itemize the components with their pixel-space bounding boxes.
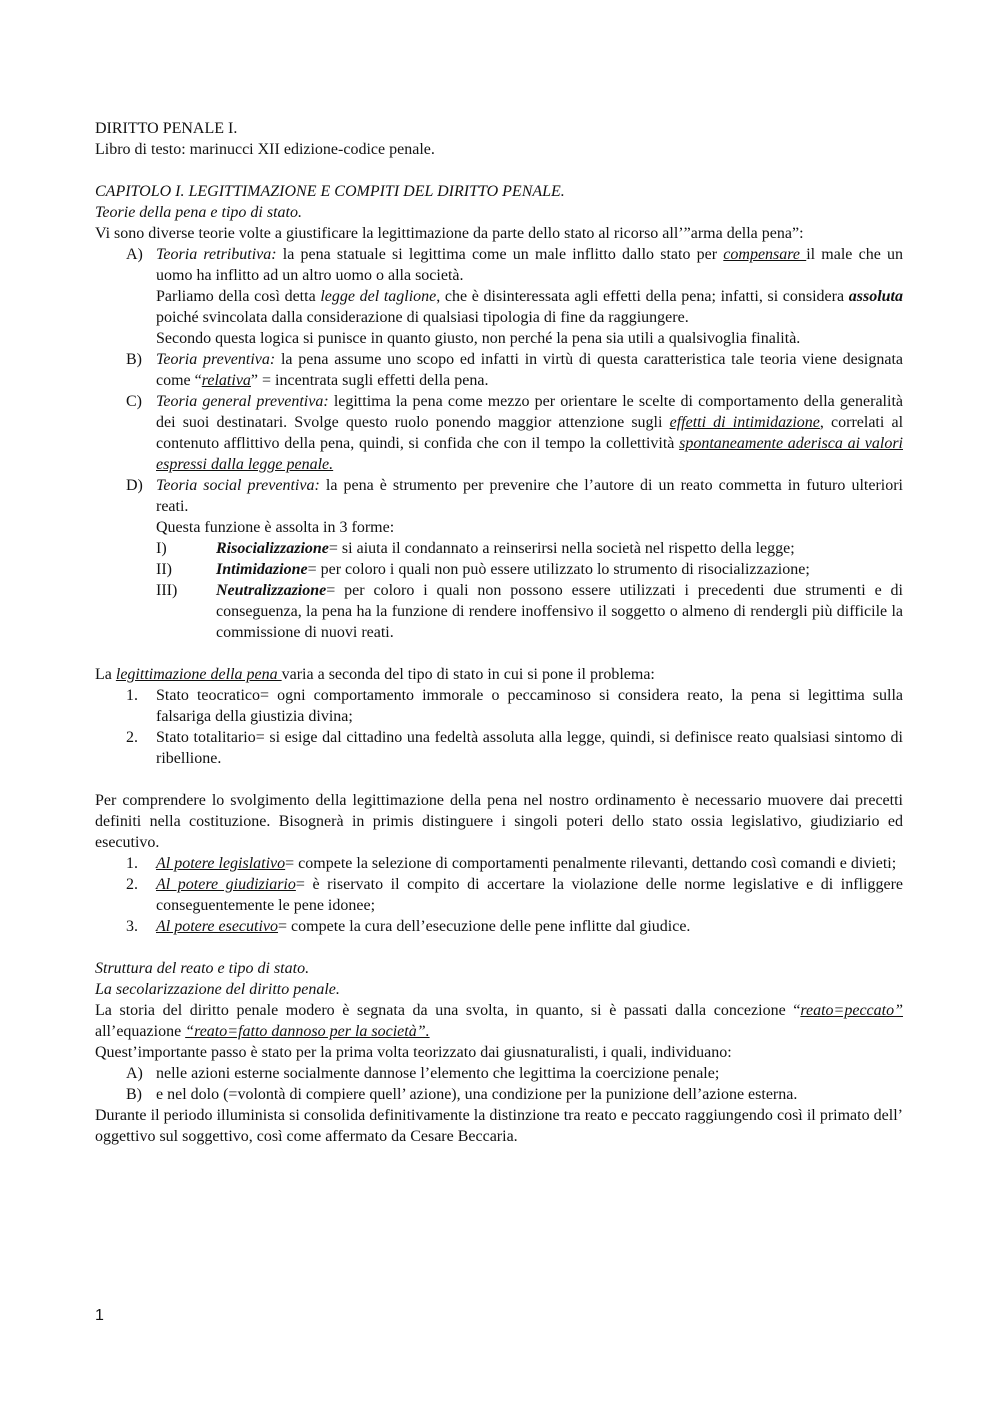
theory-a-paragraph-2: [95, 286, 903, 328]
theory-name: Teoria social preventiva:: [156, 477, 320, 494]
theory-text: la pena assume uno scopo ed infatti in virtù di questa caratteristica tale teoria viene designata come “: [156, 351, 903, 389]
list-item-potere-giudiziario: [95, 874, 903, 916]
powers-paragraph: Per comprendere lo svolgimento della legittimazione della pena nel nostro ordinamento è necessario muovere dai precetti definiti nella costituzione. Bisognerà in primis distinguere i singoli poteri dello stato ossia legislativo, giudiziario ed esecutivo.: [95, 792, 903, 851]
list-text: = compete la cura dell’esecuzione delle pene inflitte dal giudice.: [278, 918, 691, 935]
underlined-term: relativa: [201, 372, 251, 389]
text-run: La storia del diritto penale modero è segnata da una svolta, in quanto, si è passati dalla concezione “: [95, 1002, 801, 1019]
sub-text: = per coloro i quali non possono essere utilizzati i precedenti due strumenti e di conseguenza, la pena ha la funzione di rendere inoffensivo il soggetto o almeno di rendergli più difficile la commissione di nuovi reati.: [216, 582, 903, 641]
sub-item-intimidazione: [95, 559, 903, 580]
illuminismo-paragraph: Durante il periodo illuminista si consolida definitivamente la distinzione tra reato e peccato raggiungendo così il primato dell’ oggettivo sul soggettivo, così come affermato da Cesare Beccaria.: [95, 1107, 903, 1145]
list-marker: 2.: [126, 729, 138, 746]
list-text: = è riservato il compito di accertare la violazione delle norme legislative e di infliggere conseguentemente le pene idonee;: [156, 876, 904, 914]
theory-text: ” = incentrata sugli effetti della pena.: [250, 372, 489, 389]
list-item-theory-d: [95, 475, 903, 517]
text-run: all’equazione: [95, 1023, 186, 1040]
giusnaturalisti-paragraph: Quest’importante passo è stato per la prima volta teorizzato dai giusnaturalisti, i quali, individuano:: [95, 1044, 732, 1061]
bold-term: Neutralizzazione: [216, 582, 327, 599]
theory-text: legittima la pena come mezzo per orientare le scelte di comportamento della generalità dei suoi destinatari. Svolge questo ruolo ponendo maggior attenzione sugli: [156, 393, 903, 431]
underlined-term: Al potere giudiziario: [156, 876, 296, 893]
sub-marker: II): [156, 561, 172, 578]
underlined-term: reato=peccato”: [800, 1002, 903, 1019]
underlined-term: compensare: [723, 246, 807, 263]
sub-text: = per coloro i quali non può essere utilizzato lo strumento di risocializzazione;: [307, 561, 810, 578]
sub-marker: I): [156, 540, 167, 557]
section-title: Struttura del reato e tipo di stato.: [95, 960, 310, 977]
sub-item-risocializzazione: [95, 538, 903, 559]
theory-a-paragraph-3: Secondo questa logica si punisce in quanto giusto, non perché la pena sia utili a qualsivoglia finalità.: [156, 330, 801, 347]
theory-name: Teoria retributiva:: [156, 246, 277, 263]
document-page: [95, 118, 903, 1147]
list-text: e nel dolo (=volontà di compiere quell’ azione), una condizione per la punizione dell’azione esterna.: [156, 1086, 798, 1103]
underlined-term: legittimazione della pena: [115, 666, 282, 683]
list-item-dolo: [95, 1084, 903, 1105]
list-marker: B): [126, 351, 142, 368]
textbook-line: Libro di testo: marinucci XII edizione-codice penale.: [95, 141, 435, 158]
list-item-potere-esecutivo: [95, 916, 903, 937]
list-item-theory-b: [95, 349, 903, 391]
bold-term: assoluta: [848, 288, 903, 305]
list-item-stato-teocratico: [95, 685, 903, 727]
list-text: = compete la selezione di comportamenti penalmente rilevanti, dettando così comandi e divieti;: [285, 855, 897, 872]
underlined-term: effetti di intimidazione: [669, 414, 820, 431]
list-text: nelle azioni esterne socialmente dannose l’elemento che legittima la coercizione penale;: [156, 1065, 720, 1082]
section-subtitle: Teorie della pena e tipo di stato.: [95, 204, 302, 221]
list-marker: A): [126, 246, 143, 263]
theory-text: , correlati al contenuto afflittivo della pena, quindi, si confida che con il tempo la collettività: [156, 414, 904, 452]
list-marker: 3.: [126, 918, 138, 935]
italic-term: legge del taglione: [320, 288, 437, 305]
list-marker: 1.: [126, 855, 138, 872]
list-marker: D): [126, 477, 143, 494]
list-text: Stato totalitario= si esige dal cittadino una fedeltà assoluta alla legge, quindi, si definisce reato qualsiasi sintomo di ribellione.: [156, 729, 903, 767]
list-marker: A): [126, 1065, 143, 1082]
underlined-term: “reato=fatto dannoso per la società”.: [185, 1023, 430, 1040]
text-run: Parliamo della così detta: [156, 288, 321, 305]
list-marker: B): [126, 1086, 142, 1103]
list-item-potere-legislativo: [95, 853, 903, 874]
page-number: 1: [95, 1307, 104, 1324]
section-subtitle: La secolarizzazione del diritto penale.: [95, 981, 340, 998]
sub-text: = si aiuta il condannato a reinserirsi nella società nel rispetto della legge;: [328, 540, 795, 557]
chapter-title: CAPITOLO I. LEGITTIMAZIONE E COMPITI DEL DIRITTO PENALE.: [95, 183, 565, 200]
bold-term: Risocializzazione: [216, 540, 329, 557]
list-item-theory-c: [95, 391, 903, 475]
text-run: , che è disinteressata agli effetti della pena; infatti, si considera: [436, 288, 849, 305]
list-text: Stato teocratico= ogni comportamento immorale o peccaminoso si considera reato, la pena si legittima sulla falsariga della giustizia divina;: [156, 687, 903, 725]
list-item-theory-a: [95, 244, 903, 286]
list-item-azioni-esterne: [95, 1063, 903, 1084]
list-marker: 1.: [126, 687, 138, 704]
theory-d-paragraph-2: Questa funzione è assolta in 3 forme:: [156, 519, 395, 536]
history-paragraph: [95, 1000, 903, 1042]
text-run: varia a seconda del tipo di stato in cui si pone il problema:: [281, 666, 655, 683]
list-item-stato-totalitario: [95, 727, 903, 769]
theory-name: Teoria general preventiva:: [156, 393, 329, 410]
theory-text: il male che un uomo ha inflitto ad un altro uomo o alla società.: [156, 246, 904, 284]
intro-paragraph: Vi sono diverse teorie volte a giustificare la legittimazione da parte dello stato al ricorso all’”arma della pena”:: [95, 225, 804, 242]
theory-name: Teoria preventiva:: [156, 351, 276, 368]
legitimation-paragraph: [95, 664, 903, 685]
document-title: DIRITTO PENALE I.: [95, 120, 238, 137]
theory-text: la pena statuale si legittima come un male inflitto dallo stato per: [276, 246, 724, 263]
sub-item-neutralizzazione: [95, 580, 903, 643]
underlined-term: Al potere legislativo: [156, 855, 286, 872]
text-run: poiché svincolata dalla considerazione di qualsiasi tipologia di fine da raggiungere.: [156, 309, 689, 326]
bold-term: Intimidazione: [216, 561, 308, 578]
text-run: La: [95, 666, 116, 683]
list-marker: C): [126, 393, 142, 410]
list-marker: 2.: [126, 876, 138, 893]
theory-text: la pena è strumento per prevenire che l’autore di un reato commetta in futuro ulteriori reati.: [156, 477, 903, 515]
underlined-term: Al potere esecutivo: [156, 918, 279, 935]
underlined-phrase: spontaneamente aderisca ai valori espressi dalla legge penale.: [156, 435, 904, 473]
sub-marker: III): [156, 582, 178, 599]
